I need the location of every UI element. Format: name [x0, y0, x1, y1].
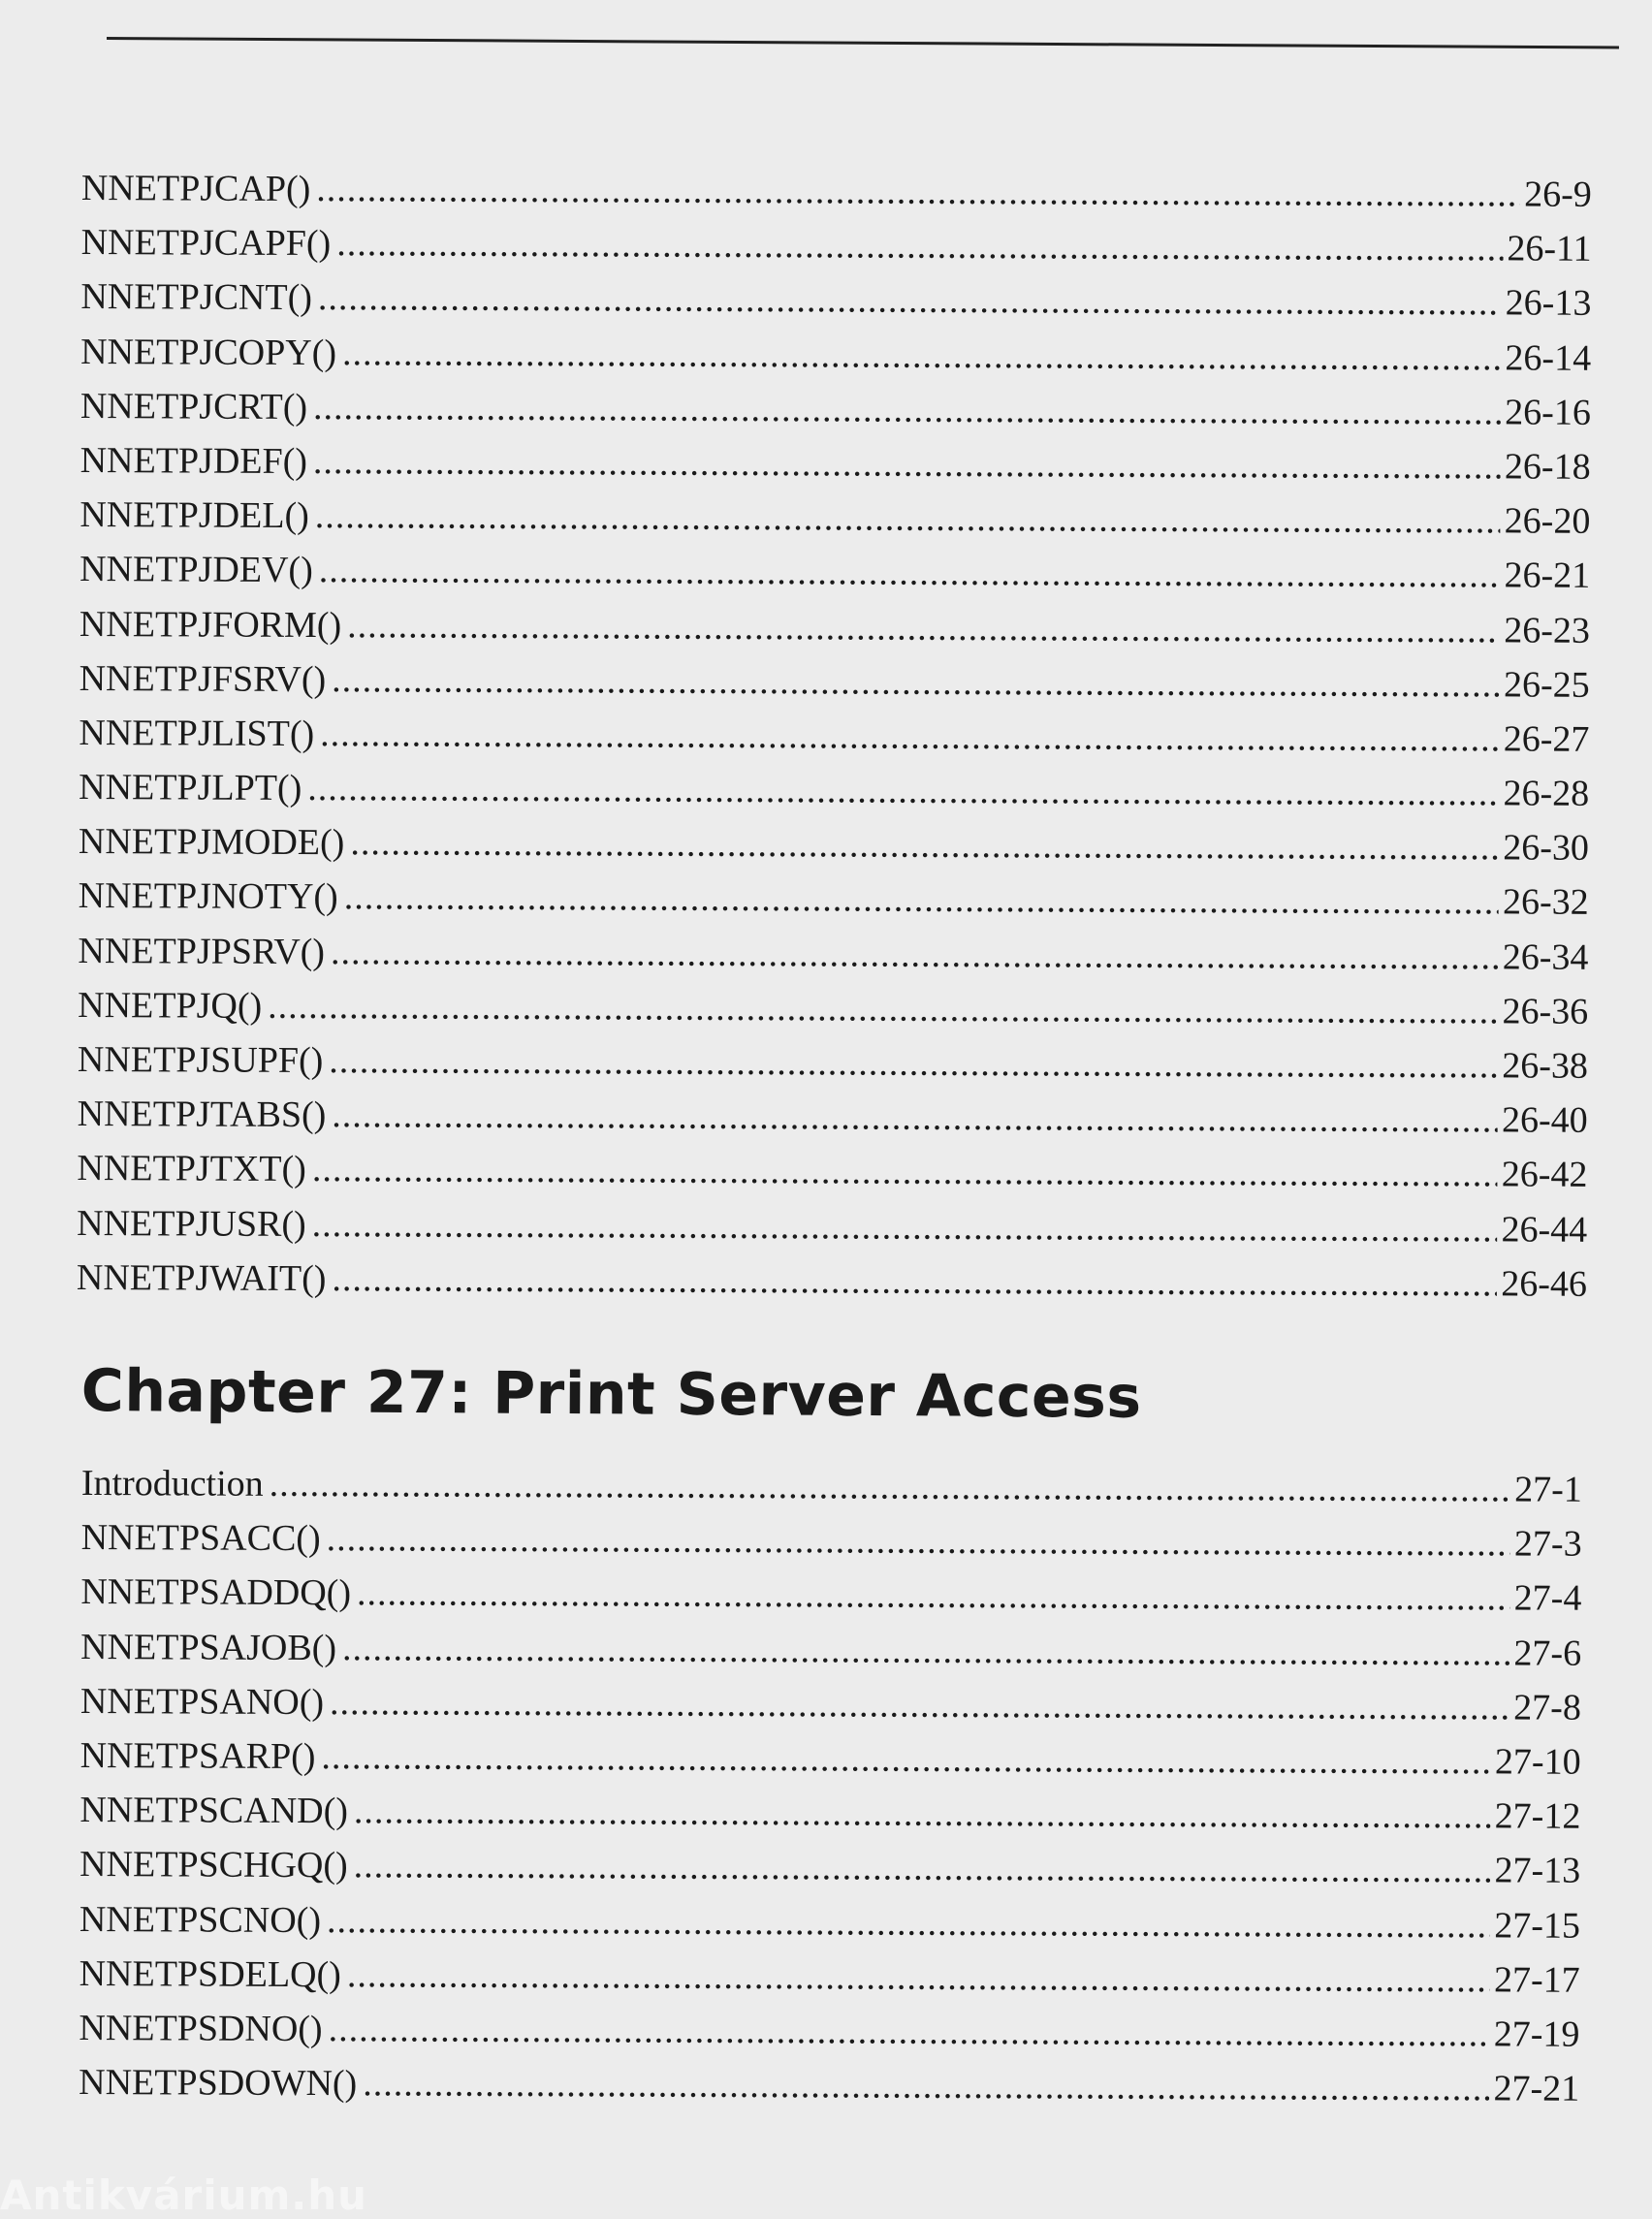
toc-entry — [79, 1783, 1580, 1844]
toc-entry — [77, 1251, 1587, 1312]
toc-entry-title: NNETPSDELQ() — [79, 1952, 341, 1995]
dot-leader — [332, 652, 1500, 712]
toc-entry-page-number: 26-11 — [1507, 228, 1592, 269]
toc-entry — [80, 433, 1591, 494]
toc-entry-page-number: 27-13 — [1494, 1850, 1581, 1892]
toc-entry-title: NNETPJDEF() — [79, 439, 308, 482]
toc-entry-title: NNETPJDEV() — [79, 549, 313, 591]
toc-entry — [79, 1947, 1580, 2008]
toc-entry-title: NNETPSDNO() — [79, 2007, 323, 2049]
toc-entry — [77, 1141, 1587, 1202]
toc-entry-page-number: 27-10 — [1494, 1741, 1581, 1783]
dot-leader — [321, 1729, 1491, 1789]
toc-entry — [80, 1565, 1581, 1626]
chapter-heading: Chapter 27: Print Server Access — [80, 1357, 1142, 1432]
toc-entry-title: NNETPJPSRV() — [78, 930, 326, 972]
dot-leader — [331, 925, 1499, 984]
dot-leader — [357, 1567, 1510, 1626]
dot-leader — [313, 380, 1501, 439]
toc-entry-page-number: 27-1 — [1514, 1469, 1582, 1510]
toc-entry-title: NNETPSARP() — [79, 1734, 316, 1777]
toc-entry — [79, 488, 1590, 549]
toc-entry-page-number: 27-12 — [1494, 1795, 1581, 1837]
toc-entry-title: NNETPSDOWN() — [79, 2062, 358, 2105]
toc-entry — [79, 2001, 1579, 2062]
toc-entry-title: NNETPJNOTY() — [78, 875, 338, 918]
toc-entry-title: NNETPJSUPF() — [77, 1038, 324, 1082]
dot-leader — [318, 270, 1502, 330]
dot-leader — [312, 1197, 1498, 1256]
toc-list-chapter-26 — [77, 161, 1594, 1312]
toc-entry-title: NNETPJMODE() — [78, 821, 345, 864]
toc-entry-title: NNETPSAJOB() — [80, 1626, 337, 1668]
dot-leader — [316, 162, 1520, 221]
dot-leader — [336, 216, 1503, 275]
toc-entry-title: NNETPJQ() — [78, 984, 263, 1027]
dot-leader — [327, 1893, 1490, 1952]
header-rule — [107, 37, 1619, 49]
dot-leader — [327, 1511, 1511, 1570]
toc-entry-page-number: 27-15 — [1494, 1904, 1580, 1947]
toc-entry — [80, 1674, 1581, 1735]
dot-leader — [354, 1839, 1491, 1898]
toc-entry-title: NNETPJDEL() — [79, 494, 309, 537]
toc-entry-title: NNETPJUSR() — [77, 1202, 306, 1245]
toc-entry-title: NNETPSCAND() — [79, 1790, 349, 1832]
toc-entry-title: Introduction — [80, 1462, 264, 1505]
dot-leader — [320, 707, 1500, 766]
dot-leader — [342, 1621, 1510, 1680]
toc-entry — [79, 2055, 1579, 2116]
dot-leader — [347, 1948, 1490, 2007]
toc-entry-page-number: 26-21 — [1504, 555, 1591, 597]
toc-entry-page-number: 26-32 — [1502, 881, 1589, 924]
dot-leader — [313, 434, 1501, 493]
toc-entry-page-number: 27-4 — [1513, 1577, 1582, 1620]
toc-entry-page-number: 26-36 — [1502, 991, 1589, 1032]
toc-entry-title: NNETPJCAPF() — [80, 222, 332, 265]
dot-leader — [363, 2056, 1489, 2115]
toc-entry — [80, 379, 1591, 440]
toc-entry-title: NNETPJCAP() — [80, 167, 311, 210]
toc-entry — [79, 760, 1589, 821]
dot-leader — [347, 598, 1500, 657]
toc-entry-page-number: 27-21 — [1493, 2068, 1580, 2109]
toc-entry — [81, 1456, 1582, 1517]
watermark: Antikvárium.hu — [0, 2171, 368, 2219]
toc-entry-page-number: 26-9 — [1524, 174, 1592, 215]
dot-leader — [307, 761, 1499, 820]
toc-entry — [79, 651, 1590, 713]
toc-entry-page-number: 26-20 — [1504, 500, 1591, 542]
toc-entry-title: NNETPSACC() — [80, 1517, 321, 1560]
toc-entry-page-number: 26-16 — [1505, 392, 1591, 433]
toc-entry-page-number: 26-14 — [1505, 336, 1592, 379]
dot-leader — [354, 1784, 1491, 1843]
toc-entry-page-number: 26-40 — [1501, 1099, 1588, 1141]
toc-entry-title: NNETPJWAIT() — [76, 1256, 327, 1299]
toc-entry-page-number: 26-23 — [1504, 609, 1590, 651]
toc-entry-title: NNETPSADDQ() — [80, 1571, 352, 1614]
toc-entry — [79, 596, 1590, 657]
toc-entry — [80, 269, 1591, 331]
toc-entry-title: NNETPJFSRV() — [79, 657, 327, 700]
toc-entry — [81, 215, 1592, 276]
toc-entry — [78, 1087, 1588, 1148]
toc-entry — [81, 161, 1592, 222]
toc-entry — [78, 1032, 1588, 1094]
dot-leader — [329, 1033, 1498, 1093]
toc-entry — [81, 1510, 1582, 1571]
toc-entry-page-number: 26-30 — [1503, 827, 1590, 870]
toc-entry-title: NNETPSCHGQ() — [79, 1844, 348, 1886]
toc-entry-page-number: 26-42 — [1501, 1154, 1588, 1196]
toc-entry — [77, 1196, 1587, 1257]
toc-entry-title: NNETPJTXT() — [77, 1148, 306, 1190]
toc-entry — [80, 325, 1591, 386]
toc-entry-title: NNETPJLIST() — [79, 712, 315, 754]
dot-leader — [315, 489, 1501, 548]
toc-entry — [80, 1728, 1581, 1790]
toc-entry-title: NNETPJCOPY() — [80, 331, 337, 373]
toc-entry-page-number: 26-38 — [1502, 1045, 1589, 1087]
toc-entry-page-number: 27-3 — [1513, 1523, 1582, 1565]
toc-entry — [79, 706, 1589, 767]
dot-leader — [329, 2002, 1490, 2061]
toc-entry-title: NNETPJLPT() — [79, 767, 302, 809]
toc-entry — [79, 814, 1589, 875]
toc-entry-page-number: 27-17 — [1493, 1959, 1580, 2001]
dot-leader — [332, 1088, 1498, 1147]
toc-entry — [79, 1891, 1580, 1952]
toc-entry-page-number: 26-46 — [1501, 1263, 1588, 1305]
dot-leader — [268, 979, 1499, 1039]
toc-entry-page-number: 26-13 — [1505, 282, 1592, 325]
toc-entry — [79, 1837, 1580, 1898]
dot-leader — [319, 543, 1501, 602]
dot-leader — [344, 871, 1499, 930]
toc-entry-page-number: 27-6 — [1513, 1633, 1582, 1674]
toc-entry-title: NNETPSANO() — [79, 1680, 325, 1723]
toc-entry-page-number: 26-28 — [1503, 773, 1590, 814]
toc-entry-title: NNETPSCNO() — [79, 1898, 322, 1941]
toc-entry-page-number: 26-25 — [1503, 664, 1590, 706]
toc-entry-title: NNETPJTABS() — [77, 1094, 327, 1136]
toc-entry — [78, 978, 1588, 1039]
toc-entry-page-number: 27-8 — [1513, 1687, 1581, 1728]
toc-entry-title: NNETPJFORM() — [79, 603, 342, 646]
toc-entry — [79, 869, 1589, 930]
dot-leader — [270, 1457, 1511, 1517]
dot-leader — [350, 815, 1499, 874]
toc-entry-title: NNETPJCRT() — [79, 385, 308, 428]
toc-entry-page-number: 26-34 — [1502, 936, 1589, 978]
toc-entry-page-number: 26-44 — [1501, 1208, 1588, 1251]
toc-entry-page-number: 26-18 — [1504, 446, 1591, 488]
toc-entry — [78, 924, 1588, 985]
toc-entry-title: NNETPJCNT() — [80, 276, 313, 319]
dot-leader — [332, 1252, 1497, 1311]
toc-entry-page-number: 26-27 — [1503, 718, 1590, 760]
dot-leader — [330, 1675, 1509, 1734]
toc-entry-page-number: 27-19 — [1493, 2013, 1580, 2055]
dot-leader — [342, 326, 1502, 385]
toc-list-chapter-27 — [79, 1456, 1594, 2116]
dot-leader — [312, 1142, 1498, 1201]
toc-entry — [80, 1620, 1581, 1681]
toc-entry — [79, 542, 1590, 603]
